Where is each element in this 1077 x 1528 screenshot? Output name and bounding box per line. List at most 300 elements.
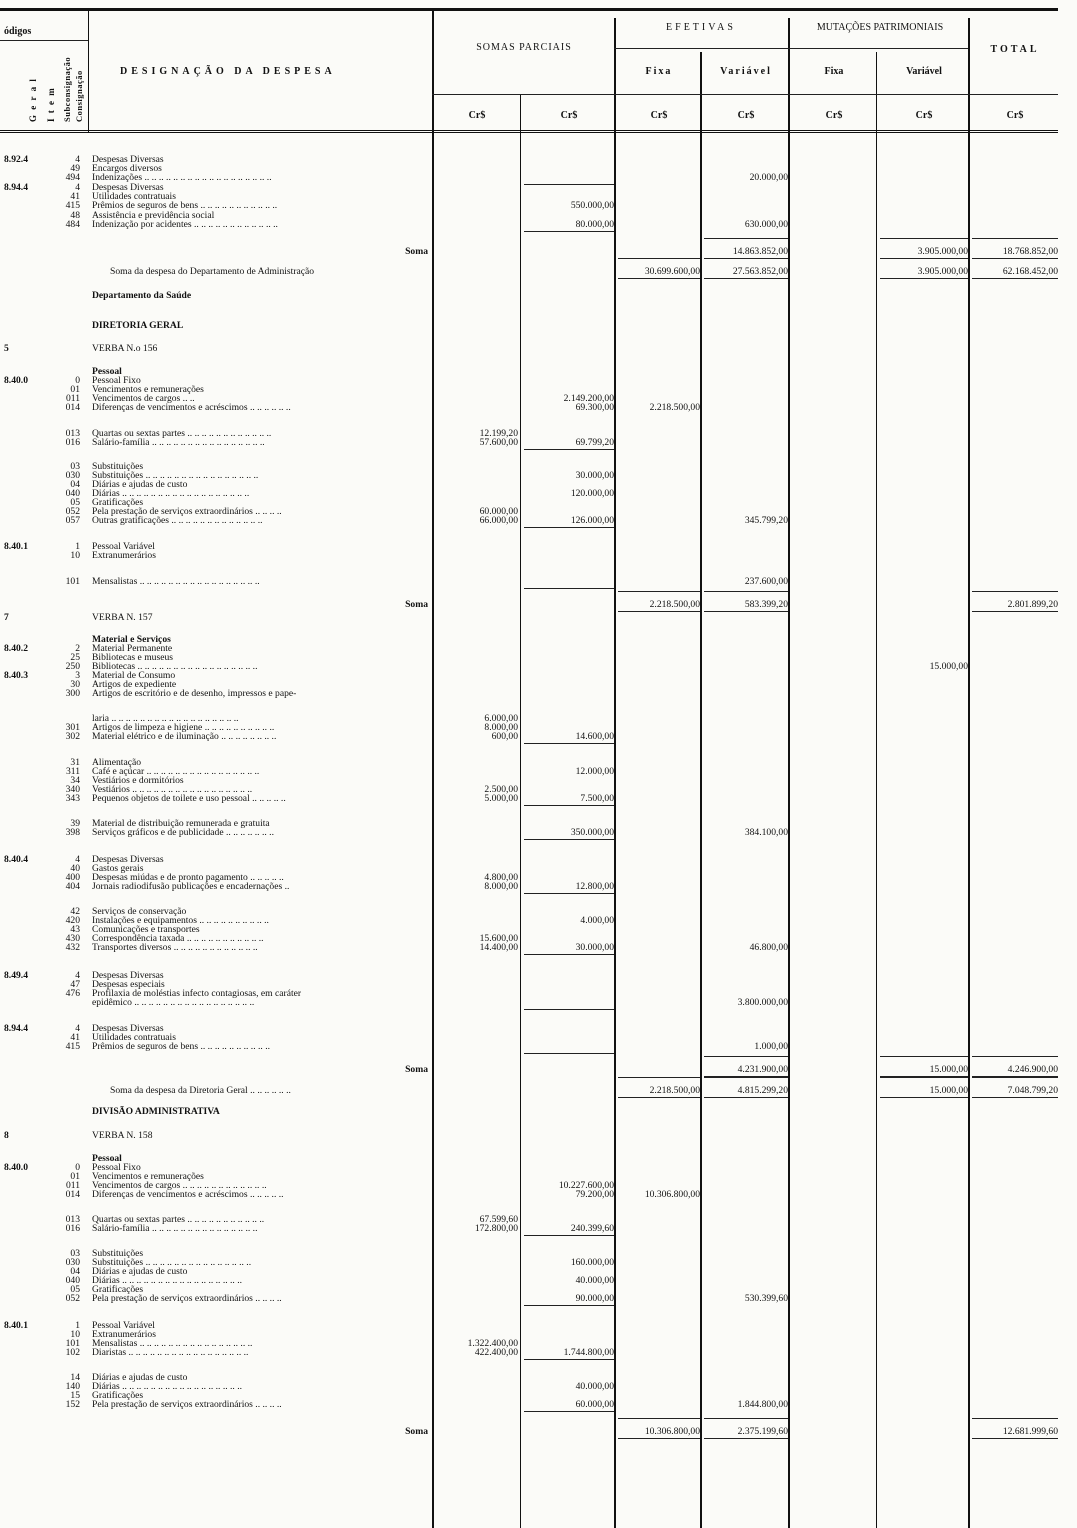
partial-sum-2: 350.000,00	[570, 827, 614, 838]
designation: Soma	[405, 599, 428, 610]
code-item: 39	[70, 818, 80, 829]
code-item: 04	[70, 1266, 80, 1277]
code-item: 014	[65, 1189, 80, 1200]
partial-sum-2: 69.799,20	[575, 437, 614, 448]
sum-rule	[704, 238, 788, 239]
designation: Pessoal Fixo	[92, 375, 141, 386]
partial-sum-2: 80.000,00	[575, 219, 614, 230]
code-item: 31	[70, 757, 80, 768]
code-item: 494	[65, 172, 80, 183]
designation: Despesas Diversas	[92, 854, 164, 865]
soma-row	[0, 599, 1077, 610]
designation: Pequenos objetos de toilete e uso pessoal .. .. .. .. ..	[92, 793, 286, 804]
sum-rule	[972, 238, 1058, 239]
unit-label: Cr$	[825, 110, 843, 121]
designation: Despesas Diversas	[92, 154, 164, 165]
code-item: 14	[70, 1372, 80, 1383]
efetivas-variavel-value: 345.799,20	[744, 515, 788, 526]
efetivas-variavel-value: 20.000,00	[749, 172, 788, 183]
designation: Encargos diversos	[92, 163, 162, 174]
group-rule	[524, 1235, 614, 1236]
designation: Gastos gerais	[92, 863, 144, 874]
table-row	[0, 1293, 1077, 1304]
table-row	[0, 576, 1077, 587]
header-efetivas: EFETIVAS	[666, 22, 736, 33]
designation: Café e açúcar .. .. .. .. .. .. .. .. .. .. .. .. .. .. .. ..	[92, 766, 260, 777]
group-rule	[524, 588, 614, 589]
code-geral: 8.92.4	[4, 154, 28, 165]
designation: Alimentação	[92, 757, 142, 768]
section-heading-row	[0, 290, 1077, 301]
designation: Substituições	[92, 461, 144, 472]
designation: Prêmios de seguros de bens .. .. .. .. .. .. .. .. .. .. ..	[92, 200, 278, 211]
designation: Diaristas .. .. .. .. .. .. .. .. .. .. .. .. .. .. .. .. ..	[92, 1347, 249, 1358]
total-value: 62.168.452,00	[1002, 266, 1058, 277]
group-rule	[524, 893, 614, 894]
designation: Material de distribuição remunerada e gratuita	[92, 818, 270, 829]
designation: Vencimentos e remunerações	[92, 384, 204, 395]
code-item: 400	[65, 872, 80, 883]
sum-rule	[704, 1077, 788, 1078]
designation: Material e Serviços	[92, 634, 171, 645]
code-item: 102	[65, 1347, 80, 1358]
designation: Instalações e equipamentos .. .. .. .. .. .. .. .. .. ..	[92, 915, 269, 926]
mutacoes-variavel-value: 15.000,00	[929, 1085, 968, 1096]
code-item: 4	[75, 182, 80, 193]
designation: laria .. .. .. .. .. .. .. .. .. .. .. .. .. .. .. .. .. ..	[92, 713, 239, 724]
sum-rule	[880, 1097, 968, 1098]
partial-sum-2: 550.000,00	[570, 200, 614, 211]
designation: Comunicações e transportes	[92, 924, 200, 935]
header-bottom-rule	[0, 130, 1058, 133]
code-item: 4	[75, 970, 80, 981]
sum-rule	[618, 278, 700, 279]
designation: Correspondência taxada .. .. .. .. .. .. .. .. .. .. ..	[92, 933, 264, 944]
table-row	[0, 1399, 1077, 1410]
group-rule	[524, 527, 614, 528]
designation: Salário-família .. .. .. .. .. .. .. .. .. .. .. .. .. .. .. ..	[92, 437, 265, 448]
table-row	[0, 437, 1077, 448]
designation: Diárias .. .. .. .. .. .. .. .. .. .. .. .. .. .. .. .. .. ..	[92, 488, 250, 499]
designation: Soma	[405, 1426, 428, 1437]
header-geral: G e r a l	[28, 77, 38, 122]
code-item: 15	[70, 1390, 80, 1401]
code-item: 47	[70, 979, 80, 990]
designation: Diferenças de vencimentos e acréscimos .. .. .. .. ..	[92, 1189, 284, 1200]
code-item: 101	[65, 576, 80, 587]
total-value: 4.246.900,00	[1007, 1064, 1058, 1075]
group-rule	[524, 449, 614, 450]
efetivas-variavel-value: 237.600,00	[744, 576, 788, 587]
designation: Artigos de expediente	[92, 679, 177, 690]
partial-sum-2: 7.500,00	[580, 793, 614, 804]
sum-rule	[972, 1056, 1058, 1057]
designation: Serviços de conservação	[92, 906, 187, 917]
designation: Prêmios de seguros de bens .. .. .. .. .. .. .. .. .. ..	[92, 1041, 270, 1052]
designation: Pessoal	[92, 1153, 122, 1164]
code-geral: 8.94.4	[4, 182, 28, 193]
mutacoes-variavel-value: 15.000,00	[929, 661, 968, 672]
partial-sum-1: 1.322.400,00	[467, 1338, 518, 1349]
code-item: 311	[65, 766, 80, 777]
partial-sum-1: 422.400,00	[474, 1347, 518, 1358]
designation: Pessoal Fixo	[92, 1162, 141, 1173]
efetivas-variavel-value: 3.800.000,00	[737, 997, 788, 1008]
partial-sum-2: 160.000,00	[570, 1257, 614, 1268]
designation: VERBA N. 157	[92, 612, 153, 623]
designation: Artigos de escritório e de desenho, impressos e pape-	[92, 688, 297, 699]
code-item: 013	[65, 428, 80, 439]
partial-sum-1: 4.800,00	[484, 872, 518, 883]
sum-rule	[972, 1097, 1058, 1098]
partial-sum-1: 12.199,20	[479, 428, 518, 439]
code-item: 05	[70, 1284, 80, 1295]
designation: Quartas ou sextas partes .. .. .. .. .. .. .. .. .. .. .. ..	[92, 428, 272, 439]
code-item: 430	[65, 933, 80, 944]
header-item: I t e m	[46, 86, 56, 122]
designation: Soma	[405, 246, 428, 257]
code-geral: 8.40.0	[4, 1162, 28, 1173]
unit-label: Cr$	[560, 110, 578, 121]
code-item: 101	[65, 1338, 80, 1349]
sum-rule	[618, 1097, 700, 1098]
efetivas-fixa-value: 2.218.500,00	[649, 402, 700, 413]
designation: Jornais radiodifusão publicações e encadernações ..	[92, 881, 290, 892]
efetivas-variavel-value: 4.231.900,00	[737, 1064, 788, 1075]
group-rule	[524, 1053, 614, 1054]
partial-sum-2: 12.800,00	[575, 881, 614, 892]
designation: Extranumerários	[92, 550, 156, 561]
partial-sum-1: 15.600,00	[479, 933, 518, 944]
code-geral: 8.49.4	[4, 970, 28, 981]
designation: Diárias .. .. .. .. .. .. .. .. .. .. .. .. .. .. .. .. ..	[92, 1275, 243, 1286]
section-heading-row	[0, 320, 1077, 331]
soma-row	[0, 246, 1077, 257]
designation: Material elétrico e de iluminação .. .. .. .. .. .. .. ..	[92, 731, 277, 742]
group-rule	[524, 1359, 614, 1360]
sum-rule	[880, 1077, 968, 1078]
designation: DIVISÃO ADMINISTRATIVA	[92, 1106, 220, 1117]
partial-sum-1: 67.599,60	[479, 1214, 518, 1225]
partial-sum-2: 126.000,00	[570, 515, 614, 526]
code-item: 3	[75, 670, 80, 681]
partial-sum-2: 2.149.200,00	[563, 393, 614, 404]
partial-sum-2: 40.000,00	[575, 1275, 614, 1286]
code-item: 04	[70, 479, 80, 490]
partial-sum-1: 8.000,00	[484, 881, 518, 892]
code-item: 040	[65, 1275, 80, 1286]
header-designacao: DESIGNAÇÃO DA DESPESA	[120, 66, 336, 77]
code-item: 016	[65, 437, 80, 448]
designation: Salário-família .. .. .. .. .. .. .. .. .. .. .. .. .. .. ..	[92, 1223, 258, 1234]
table-row	[0, 997, 1077, 1008]
code-item: 011	[65, 1180, 80, 1191]
code-item: 152	[65, 1399, 80, 1410]
partial-sum-1: 66.000,00	[479, 515, 518, 526]
group-rule	[524, 231, 614, 232]
efetivas-variavel-value: 46.800,00	[749, 942, 788, 953]
designation: Profilaxia de moléstias infecto contagiosas, em caráter	[92, 988, 302, 999]
code-item: 250	[65, 661, 80, 672]
sum-rule	[618, 591, 700, 592]
code-item: 0	[75, 1162, 80, 1173]
table-row	[0, 612, 1077, 623]
partial-sum-1: 6.000,00	[484, 713, 518, 724]
sum-rule	[972, 258, 1058, 259]
unit-label: Cr$	[737, 110, 755, 121]
group-rule	[524, 1305, 614, 1306]
table-row	[0, 827, 1077, 838]
designation: Departamento da Saúde	[92, 290, 192, 301]
table-row	[0, 1189, 1077, 1200]
code-item: 03	[70, 1248, 80, 1259]
sum-rule	[880, 1056, 968, 1057]
sum-rule	[972, 1077, 1058, 1078]
designation: Vestiários e dormitórios	[92, 775, 184, 786]
designation: Despesas especiais	[92, 979, 165, 990]
designation: DIRETORIA GERAL	[92, 320, 184, 331]
code-item: 432	[65, 942, 80, 953]
partial-sum-2: 1.744.800,00	[563, 1347, 614, 1358]
code-geral: 8.40.2	[4, 643, 28, 654]
code-item: 484	[65, 219, 80, 230]
table-row	[0, 942, 1077, 953]
code-geral: 8.94.4	[4, 1023, 28, 1034]
code-item: 415	[65, 200, 80, 211]
code-item: 014	[65, 402, 80, 413]
designation: Soma da despesa da Diretoria Geral .. .. .. .. .. ..	[110, 1085, 291, 1096]
code-item: 057	[65, 515, 80, 526]
sum-rule	[704, 258, 788, 259]
header-total: TOTAL	[990, 44, 1040, 55]
code-item: 01	[70, 1171, 80, 1182]
partial-sum-2: 60.000,00	[575, 1399, 614, 1410]
sum-rule	[972, 1418, 1058, 1419]
partial-sum-2: 14.600,00	[575, 731, 614, 742]
code-item: 030	[65, 470, 80, 481]
designation: Substituições	[92, 1248, 144, 1259]
code-item: 302	[65, 731, 80, 742]
code-item: 415	[65, 1041, 80, 1052]
mutacoes-variavel-value: 15.000,00	[929, 1064, 968, 1075]
header-mutacoes-variavel: Variável	[906, 66, 942, 77]
efetivas-fixa-value: 10.306.800,00	[644, 1426, 700, 1437]
efetivas-fixa-value: 2.218.500,00	[649, 599, 700, 610]
designation: Assistência e previdência social	[92, 210, 215, 221]
table-row	[0, 515, 1077, 526]
code-item: 030	[65, 1257, 80, 1268]
designation: Soma	[405, 1064, 428, 1075]
sum-rule	[880, 238, 968, 239]
table-row	[0, 1223, 1077, 1234]
efetivas-variavel-value: 2.375.199,60	[737, 1426, 788, 1437]
designation: Diárias e ajudas de custo	[92, 479, 188, 490]
sum-rule	[618, 1418, 700, 1419]
efetivas-variavel-value: 14.863.852,00	[732, 246, 788, 257]
designation: Pela prestação de serviços extraordinários .. .. .. ..	[92, 506, 282, 517]
partial-sum-2: 79.200,00	[575, 1189, 614, 1200]
partial-sum-1: 2.500,00	[484, 784, 518, 795]
header-subconsignacao: Subconsignação	[62, 56, 72, 122]
designation: Utilidades contratuais	[92, 1032, 176, 1043]
partial-sum-2: 69.300,00	[575, 402, 614, 413]
group-rule	[524, 839, 614, 840]
code-item: 03	[70, 461, 80, 472]
code-item: 41	[70, 1032, 80, 1043]
header-efetivas-variavel: Variável	[720, 66, 772, 77]
header-mutacoes: MUTAÇÕES PATRIMONIAIS	[816, 22, 944, 33]
sum-rule	[972, 591, 1058, 592]
designation: Transportes diversos .. .. .. .. .. .. .. .. .. .. .. ..	[92, 942, 258, 953]
code-item: 343	[65, 793, 80, 804]
code-item: 300	[65, 688, 80, 699]
designation: Utilidades contratuais	[92, 191, 176, 202]
designation: Quartas ou sextas partes .. .. .. .. .. .. .. .. .. .. ..	[92, 1214, 265, 1225]
table-row	[0, 1130, 1077, 1141]
code-geral: 8.40.1	[4, 541, 28, 552]
efetivas-variavel-value: 630.000,00	[744, 219, 788, 230]
table-row	[0, 343, 1077, 354]
partial-sum-2: 4.000,00	[580, 915, 614, 926]
partial-sum-2: 12.000,00	[575, 766, 614, 777]
partial-sum-2: 40.000,00	[575, 1381, 614, 1392]
designation: VERBA N.o 156	[92, 343, 158, 354]
code-item: 1	[75, 1320, 80, 1331]
designation: VERBA N. 158	[92, 1130, 153, 1141]
designation: Serviços gráficos e de publicidade .. .. .. .. .. .. ..	[92, 827, 274, 838]
sum-rule	[880, 258, 968, 259]
code-item: 476	[65, 988, 80, 999]
code-item: 016	[65, 1223, 80, 1234]
code-item: 49	[70, 163, 80, 174]
sum-rule	[618, 1438, 700, 1439]
sum-rule	[704, 1418, 788, 1419]
soma-row	[0, 1426, 1077, 1437]
designation: Vencimentos de cargos .. .. .. .. .. .. .. .. .. .. .. ..	[92, 1180, 267, 1191]
code-item: 48	[70, 210, 80, 221]
group-rule	[524, 743, 614, 744]
efetivas-variavel-value: 27.563.852,00	[732, 266, 788, 277]
designation: Gratificações	[92, 1390, 144, 1401]
designation: epidêmico .. .. .. .. .. .. .. .. .. .. .. .. .. .. .. .. ..	[92, 997, 255, 1008]
code-item: 140	[65, 1381, 80, 1392]
partial-sum-1: 8.000,00	[484, 722, 518, 733]
designation: Diárias e ajudas de custo	[92, 1266, 188, 1277]
code-item: 052	[65, 1293, 80, 1304]
code-item: 0	[75, 375, 80, 386]
sum-rule	[972, 278, 1058, 279]
unit-label: Cr$	[1006, 110, 1024, 121]
total-value: 7.048.799,20	[1007, 1085, 1058, 1096]
mutacoes-variavel-value: 3.905.000,00	[917, 266, 968, 277]
mutacoes-variavel-value: 3.905.000,00	[917, 246, 968, 257]
code-item: 420	[65, 915, 80, 926]
designation: Vestiários .. .. .. .. .. .. .. .. .. .. .. .. .. .. .. .. ..	[92, 784, 253, 795]
code-item: 340	[65, 784, 80, 795]
sum-rule	[704, 1438, 788, 1439]
efetivas-fixa-value: 2.218.500,00	[649, 1085, 700, 1096]
total-value: 18.768.852,00	[1002, 246, 1058, 257]
designation: Outras gratificações .. .. .. .. .. .. .. .. .. .. .. .. ..	[92, 515, 263, 526]
code-item: 43	[70, 924, 80, 935]
table-row	[0, 219, 1077, 230]
partial-sum-1: 5.000,00	[484, 793, 518, 804]
partial-sum-1: 14.400,00	[479, 942, 518, 953]
partial-sum-2: 10.227.600,00	[558, 1180, 614, 1191]
table-row	[0, 881, 1077, 892]
efetivas-fixa-value: 30.699.600,00	[644, 266, 700, 277]
group-rule	[524, 1411, 614, 1412]
header-efetivas-fixa: Fixa	[645, 66, 673, 77]
code-geral: 8.40.3	[4, 670, 28, 681]
partial-sum-2: 240.399,60	[570, 1223, 614, 1234]
total-value: 12.681.999,60	[1002, 1426, 1058, 1437]
partial-sum-2: 30.000,00	[575, 470, 614, 481]
code-item: 10	[70, 550, 80, 561]
code-item: 4	[75, 154, 80, 165]
code-item: 30	[70, 679, 80, 690]
code-item: 42	[70, 906, 80, 917]
code-item: 011	[65, 393, 80, 404]
partial-sum-1: 60.000,00	[479, 506, 518, 517]
table-row	[0, 1347, 1077, 1358]
code-geral: 8.40.0	[4, 375, 28, 386]
designation: Despesas Diversas	[92, 970, 164, 981]
code-item: 052	[65, 506, 80, 517]
table-row	[0, 1085, 1077, 1096]
designation: Substituições .. .. .. .. .. .. .. .. .. .. .. .. .. .. ..	[92, 1257, 252, 1268]
sum-rule	[704, 278, 788, 279]
designation: Material Permanente	[92, 643, 173, 654]
header-consignacao: Consignação	[74, 70, 84, 122]
designation: Diárias .. .. .. .. .. .. .. .. .. .. .. .. .. .. .. .. ..	[92, 1381, 243, 1392]
table-row	[0, 266, 1077, 277]
code-geral: 8	[4, 1130, 9, 1141]
header-codigos: ódigos	[4, 26, 32, 37]
code-item: 25	[70, 652, 80, 663]
code-item: 040	[65, 488, 80, 499]
partial-sum-2: 30.000,00	[575, 942, 614, 953]
designation: Pessoal Variável	[92, 1320, 155, 1331]
code-item: 398	[65, 827, 80, 838]
designation: Vencimentos de cargos .. ..	[92, 393, 195, 404]
designation: Diferenças de vencimentos e acréscimos .. .. .. .. .. ..	[92, 402, 291, 413]
designation: Artigos de limpeza e higiene .. .. .. .. .. .. .. .. .. ..	[92, 722, 275, 733]
total-value: 2.801.899,20	[1007, 599, 1058, 610]
designation: Indenizações .. .. .. .. .. .. .. .. .. .. .. .. .. .. .. .. .. ..	[92, 172, 272, 183]
designation: Gratificações	[92, 497, 144, 508]
designation: Pela prestação de serviços extraordinários .. .. .. ..	[92, 1293, 282, 1304]
top-rule	[0, 8, 1058, 11]
table-row	[0, 793, 1077, 804]
designation: Bibliotecas e museus	[92, 652, 173, 663]
designation: Bibliotecas .. .. .. .. .. .. .. .. .. .. .. .. .. .. .. .. ..	[92, 661, 258, 672]
designation: Despesas miúdas e de pronto pagamento .. .. .. .. ..	[92, 872, 284, 883]
code-geral: 5	[4, 343, 9, 354]
code-item: 013	[65, 1214, 80, 1225]
soma-row	[0, 1064, 1077, 1075]
partial-sum-1: 172.800,00	[474, 1223, 518, 1234]
partial-sum-2: 90.000,00	[575, 1293, 614, 1304]
designation: Vencimentos e remunerações	[92, 1171, 204, 1182]
sum-rule	[704, 591, 788, 592]
sum-rule	[618, 258, 700, 259]
designation: Despesas Diversas	[92, 1023, 164, 1034]
partial-sum-2: 120.000,00	[570, 488, 614, 499]
table-row	[0, 1041, 1077, 1052]
sum-rule	[618, 1077, 700, 1078]
designation: Pela prestação de serviços extraordinários .. .. .. ..	[92, 1399, 282, 1410]
